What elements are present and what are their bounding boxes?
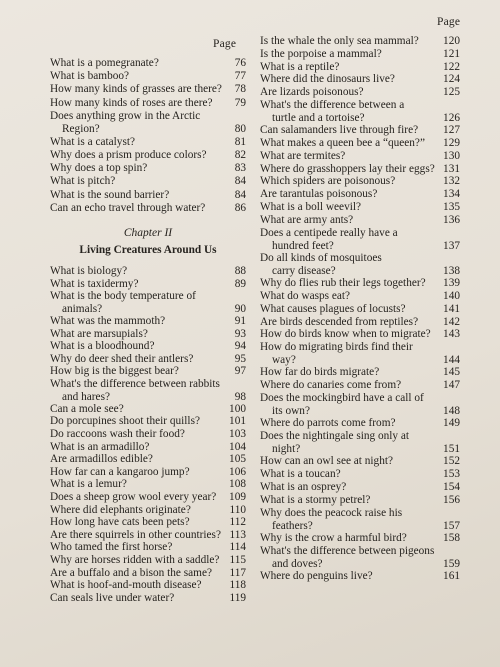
toc-page-number: 88 [234, 265, 246, 277]
toc-question: How far do birds migrate? [260, 366, 380, 379]
toc-page-number: 79 [234, 96, 246, 109]
toc-page-number: 80 [234, 122, 246, 135]
toc-question: Where did elephants originate? [50, 503, 191, 516]
toc-entry [50, 428, 246, 441]
toc-page-number: 105 [229, 453, 246, 466]
toc-page-number: 112 [229, 516, 246, 529]
toc-question: Why is the crow a harmful bird? [260, 531, 407, 544]
toc-entry [50, 278, 246, 291]
toc-question: What are army ants? [260, 213, 354, 226]
toc-entry [50, 290, 246, 316]
toc-question: Is the porpoise a mammal? [260, 47, 382, 60]
toc-entry [50, 202, 246, 215]
toc-entry [260, 277, 460, 290]
toc-entry [260, 481, 460, 494]
toc-page-number: 119 [229, 591, 246, 604]
toc-page-number: 134 [443, 188, 460, 201]
toc-question: Does the mockingbird have a call of [260, 392, 424, 404]
toc-question: What's the difference between rabbits [50, 378, 220, 390]
toc-question: Are there squirrels in other countries? [50, 528, 221, 541]
toc-entry [50, 97, 246, 110]
toc-question: What is a stormy petrel? [260, 493, 371, 506]
toc-question: Does a sheep grow wool every year? [50, 491, 217, 503]
toc-page-number: 113 [229, 528, 246, 541]
toc-question: What is a lemur? [50, 478, 127, 491]
toc-entry [50, 491, 246, 504]
toc-question: What is a boll weevil? [260, 201, 362, 214]
toc-page-number: 91 [234, 315, 246, 327]
toc-question: Which spiders are poisonous? [260, 175, 396, 188]
toc-entry [260, 163, 460, 176]
toc-page-number: 124 [443, 73, 460, 86]
toc-question: Can seals live under water? [50, 591, 175, 604]
toc-page-number: 120 [443, 35, 460, 47]
toc-page-number: 89 [234, 277, 246, 290]
toc-entry [260, 392, 460, 418]
toc-page-number: 109 [229, 491, 246, 503]
toc-entry [260, 366, 460, 379]
toc-page-number: 136 [443, 213, 460, 226]
toc-entry [260, 73, 460, 86]
toc-question: What are termites? [260, 149, 346, 162]
toc-page-number: 115 [229, 554, 246, 566]
toc-question-continued: feathers? [272, 519, 313, 532]
toc-entry [50, 441, 246, 454]
toc-entry [260, 175, 460, 188]
toc-question: How can an owl see at night? [260, 455, 394, 468]
toc-question: How many kinds of grasses are there? [50, 83, 222, 96]
toc-page-number: 77 [234, 70, 246, 83]
toc-question: Are armadillos edible? [50, 453, 153, 466]
toc-entry [260, 35, 460, 48]
toc-page-number: 84 [234, 188, 246, 201]
toc-question: Can salamanders live through fire? [260, 124, 419, 137]
toc-entry [50, 567, 246, 580]
toc-question: What is a toucan? [260, 468, 341, 481]
toc-question: Does a centipede really have a [260, 226, 398, 239]
toc-page-number: 138 [443, 264, 460, 277]
toc-question: Why does a top spin? [50, 162, 148, 175]
toc-question: What is the body temperature of [50, 290, 196, 303]
toc-question: Why are horses ridden with a saddle? [50, 554, 220, 566]
toc-page-number: 108 [229, 478, 246, 491]
toc-page-number: 132 [443, 175, 460, 188]
toc-question: Who tamed the first horse? [50, 541, 173, 554]
toc-page-number: 90 [234, 303, 246, 316]
toc-question: Can a mole see? [50, 402, 124, 415]
toc-entry [50, 415, 246, 428]
toc-question: Are tarantulas poisonous? [260, 188, 378, 201]
toc-entry [50, 365, 246, 378]
toc-page-number: 84 [234, 175, 246, 188]
toc-page-number: 110 [229, 503, 246, 516]
toc-entry [260, 99, 460, 125]
toc-page-number: 104 [229, 440, 246, 453]
toc-question: What are marsupials? [50, 327, 148, 340]
toc-question: Why do deer shed their antlers? [50, 352, 194, 365]
toc-entry [50, 592, 246, 605]
toc-question: How big is the biggest bear? [50, 365, 179, 378]
toc-question: What is a pomegranate? [50, 57, 159, 69]
toc-entry [50, 516, 246, 529]
toc-question: Does the nightingale sing only at [260, 430, 410, 443]
toc-page-number: 152 [443, 455, 460, 468]
toc-question: Where do penguins live? [260, 569, 373, 582]
toc-page-number: 82 [234, 149, 246, 161]
toc-question: Do all kinds of mosquitoes [260, 251, 382, 264]
toc-entry [260, 417, 460, 430]
toc-page-number: 145 [443, 366, 460, 379]
toc-question: What is a catalyst? [50, 135, 136, 148]
toc-question: What is an osprey? [260, 480, 347, 493]
toc-entry [260, 430, 460, 456]
toc-page-number: 114 [229, 541, 246, 554]
toc-entry [50, 378, 246, 404]
toc-page-number: 76 [234, 57, 246, 69]
toc-question: Can an echo travel through water? [50, 201, 206, 214]
toc-page-number: 130 [443, 149, 460, 162]
toc-page-number: 153 [443, 468, 460, 481]
toc-page-number: 86 [234, 201, 246, 214]
toc-entry [260, 303, 460, 316]
toc-entry [260, 214, 460, 227]
toc-entry [260, 532, 460, 545]
toc-entry [260, 379, 460, 392]
left-page-header: Page [213, 38, 237, 50]
toc-page-number: 127 [443, 124, 460, 137]
toc-entry [260, 290, 460, 303]
toc-page-number: 140 [443, 289, 460, 302]
toc-page-number: 103 [229, 428, 246, 440]
toc-entry [260, 150, 460, 163]
toc-entry [50, 466, 246, 479]
toc-entry [50, 83, 246, 96]
toc-page-number: 156 [443, 493, 460, 506]
toc-question-continued: carry disease? [272, 264, 336, 277]
toc-entry [260, 227, 460, 253]
toc-question: Why does the peacock raise his [260, 506, 403, 519]
toc-question: Where do canaries come from? [260, 379, 402, 392]
toc-page-number: 122 [443, 60, 460, 73]
toc-question: What is pitch? [50, 175, 116, 188]
toc-page-number: 149 [443, 417, 460, 430]
toc-entry [260, 328, 460, 341]
toc-entry [50, 554, 246, 567]
toc-question: What is a bloodhound? [50, 340, 155, 353]
toc-page-number: 142 [443, 315, 460, 328]
toc-page-number: 151 [443, 443, 460, 456]
toc-question: What is an armadillo? [50, 440, 150, 453]
toc-entry [260, 124, 460, 137]
toc-question: Where did the dinosaurs live? [260, 73, 395, 86]
toc-entry [260, 61, 460, 74]
toc-entry [260, 570, 460, 583]
toc-page-number: 94 [234, 340, 246, 353]
toc-page-number: 98 [234, 391, 246, 403]
toc-entry [50, 110, 246, 136]
toc-question: Are lizards poisonous? [260, 86, 364, 99]
toc-page-number: 139 [443, 277, 460, 290]
toc-entry [50, 265, 246, 278]
toc-page-number: 159 [443, 557, 460, 570]
toc-entry [50, 175, 246, 188]
toc-page-number: 137 [443, 239, 460, 252]
toc-entry [260, 468, 460, 481]
toc-page-number: 144 [443, 354, 460, 367]
toc-entry [260, 507, 460, 533]
toc-question: What is biology? [50, 265, 128, 277]
toc-entry [260, 48, 460, 61]
toc-entry [50, 579, 246, 592]
toc-page-number: 97 [234, 365, 246, 378]
toc-page-number: 81 [234, 135, 246, 148]
toc-entry [50, 57, 246, 70]
toc-entry [50, 541, 246, 554]
toc-question: Are birds descended from reptiles? [260, 315, 419, 328]
toc-entry [50, 453, 246, 466]
toc-entry [260, 316, 460, 329]
toc-entry [260, 545, 460, 571]
toc-question-continued: hundred feet? [272, 239, 334, 252]
toc-entry [50, 403, 246, 416]
toc-entry [260, 455, 460, 468]
toc-question: What's the difference between pigeons [260, 544, 435, 557]
toc-page-number: 135 [443, 201, 460, 214]
toc-question: Where do parrots come from? [260, 417, 396, 430]
toc-page-number: 129 [443, 137, 460, 150]
toc-question: How long have cats been pets? [50, 516, 190, 529]
toc-question: What is bamboo? [50, 70, 130, 83]
toc-question-continued: and hares? [62, 391, 110, 403]
toc-entry [260, 188, 460, 201]
toc-page-number: 161 [443, 569, 460, 582]
toc-entry [260, 86, 460, 99]
toc-question: What is hoof-and-mouth disease? [50, 579, 202, 592]
toc-question: How do migrating birds find their [260, 341, 413, 354]
toc-page-number: 147 [443, 379, 460, 392]
toc-entry [260, 341, 460, 367]
chapter-title: Living Creatures Around Us [79, 244, 217, 256]
toc-page-number: 157 [443, 519, 460, 532]
toc-question: Do raccoons wash their food? [50, 428, 185, 440]
toc-entry [50, 162, 246, 175]
toc-page-number: 141 [443, 302, 460, 315]
toc-question-continued: way? [272, 354, 296, 367]
right-page-header: Page [437, 16, 461, 28]
toc-question: How many kinds of roses are there? [50, 96, 213, 109]
toc-question: Where do grasshoppers lay their eggs? [260, 162, 435, 175]
toc-question: Why do flies rub their legs together? [260, 277, 426, 290]
toc-entry [50, 529, 246, 542]
toc-question: How far can a kangaroo jump? [50, 465, 190, 478]
toc-question: What makes a queen bee a “queen?” [260, 137, 425, 150]
toc-question: What causes plagues of locusts? [260, 302, 406, 315]
toc-entry [50, 504, 246, 517]
toc-page-number: 126 [443, 112, 460, 124]
toc-page-number: 131 [443, 162, 460, 175]
toc-question: Do porcupines shoot their quills? [50, 415, 200, 428]
toc-entry [260, 494, 460, 507]
toc-page-number: 154 [443, 480, 460, 493]
toc-question: Is the whale the only sea mammal? [260, 35, 419, 47]
toc-page-number: 95 [234, 352, 246, 365]
toc-page-number: 100 [229, 402, 246, 415]
toc-entry [50, 315, 246, 328]
toc-entry [260, 201, 460, 214]
toc-entry [50, 149, 246, 162]
toc-page-number: 101 [229, 415, 246, 428]
toc-question: What was the mammoth? [50, 315, 166, 327]
toc-question: What do wasps eat? [260, 289, 351, 302]
chapter-label: Chapter II [123, 227, 173, 239]
toc-question-continued: animals? [62, 303, 103, 316]
toc-question-continued: night? [272, 443, 301, 456]
toc-page-number: 117 [229, 566, 246, 579]
toc-question-continued: and doves? [272, 557, 323, 570]
toc-page-number: 78 [234, 83, 246, 96]
toc-question: Does anything grow in the Arctic [50, 109, 201, 122]
toc-entry [50, 478, 246, 491]
toc-entry [260, 252, 460, 278]
toc-question: Are a buffalo and a bison the same? [50, 566, 212, 579]
toc-question-continued: its own? [272, 405, 310, 417]
toc-entry [50, 328, 246, 341]
toc-entry [50, 136, 246, 149]
toc-page-number: 93 [234, 327, 246, 340]
toc-page-number: 106 [229, 465, 246, 478]
toc-page-number: 118 [229, 579, 246, 592]
toc-page-number: 121 [443, 47, 460, 60]
toc-entry [50, 353, 246, 366]
toc-question: How do birds know when to migrate? [260, 328, 431, 341]
toc-page-number: 158 [443, 531, 460, 544]
toc-question: What is taxidermy? [50, 277, 139, 290]
toc-page-number: 148 [443, 405, 460, 417]
toc-question: Why does a prism produce colors? [50, 149, 207, 161]
toc-entry [260, 137, 460, 150]
toc-question-continued: Region? [62, 122, 100, 135]
toc-entry [50, 70, 246, 83]
toc-page-number: 83 [234, 162, 246, 175]
toc-page-number: 143 [443, 328, 460, 341]
toc-question-continued: turtle and a tortoise? [272, 112, 365, 124]
toc-entry [50, 340, 246, 353]
toc-question: What is the sound barrier? [50, 188, 170, 201]
toc-question: What's the difference between a [260, 99, 405, 111]
toc-entry [50, 189, 246, 202]
toc-question: What is a reptile? [260, 60, 340, 73]
toc-page-number: 125 [443, 86, 460, 99]
